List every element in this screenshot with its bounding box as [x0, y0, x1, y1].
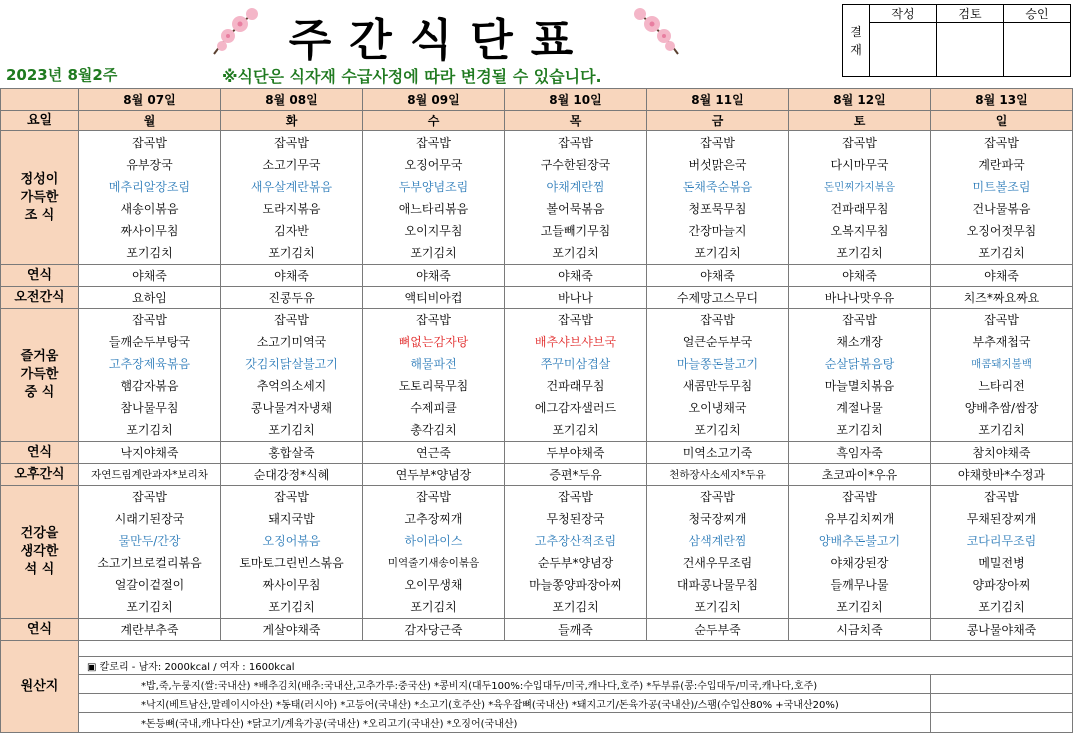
- menu-item: 버섯맑은국: [688, 157, 747, 172]
- menu-item: 순두부*양념장: [537, 556, 614, 570]
- breakfast-row: [1, 131, 1073, 265]
- menu-item: 잡곡밥: [132, 313, 167, 327]
- menu-item: 양파장아찌: [972, 578, 1031, 592]
- lunch-menu-cell: [505, 309, 647, 442]
- dow-cell: 일: [931, 111, 1073, 131]
- approval-col-review: 검토: [937, 5, 1004, 23]
- approval-side-label: 결 재: [843, 5, 870, 77]
- menu-item: 얼갈이겉절이: [114, 578, 185, 592]
- title-area: [0, 0, 840, 66]
- menu-item: 잡곡밥: [984, 135, 1019, 150]
- menu-item: 도라지볶음: [262, 201, 321, 216]
- menu-item: 고추장제육볶음: [108, 357, 191, 371]
- menu-item: 오징어볶음: [262, 534, 321, 548]
- menu-item: 포기김치: [694, 245, 741, 260]
- dow-cell: 금: [647, 111, 789, 131]
- origin-row-1: [1, 675, 1073, 694]
- menu-item: 느타리전: [978, 379, 1025, 393]
- menu-item: 포기김치: [694, 423, 741, 437]
- menu-item: 얼큰순두부국: [682, 335, 753, 349]
- menu-item: 마늘멸치볶음: [824, 379, 895, 393]
- menu-item: 무채된장찌개: [966, 512, 1037, 526]
- origin-empty-1: [931, 675, 1073, 694]
- menu-item: 잡곡밥: [274, 135, 309, 150]
- lunch-label-text: 즐거움 가득한 중 식: [20, 349, 59, 400]
- dow-cell: 수: [363, 111, 505, 131]
- menu-item: 잡곡밥: [984, 490, 1019, 504]
- menu-item: 포기김치: [836, 600, 883, 614]
- menu-item: 메밀전병: [978, 556, 1025, 570]
- pm-snack-row: [1, 464, 1073, 486]
- date-row: [1, 89, 1073, 111]
- menu-item: 고추장산적조림: [534, 534, 617, 548]
- breakfast-menu-cell: [789, 131, 931, 265]
- menu-item: 돼지국밥: [268, 512, 315, 526]
- menu-item: 볼어묵볶음: [546, 201, 605, 216]
- breakfast-menu-cell: [363, 131, 505, 265]
- menu-item: 포기김치: [268, 423, 315, 437]
- menu-item: 시래기된장국: [114, 512, 185, 526]
- menu-item: 유부장국: [126, 157, 173, 172]
- date-cell: 8월 11일: [647, 89, 789, 111]
- menu-item: 소고기브로컬리볶음: [97, 556, 202, 570]
- am-snack-cell: 바나나맛우유: [789, 287, 931, 309]
- menu-item: 소고기미역국: [256, 335, 327, 349]
- menu-item: 포기김치: [126, 423, 173, 437]
- porridge-cell: 연근죽: [363, 442, 505, 464]
- menu-item: 잡곡밥: [416, 135, 451, 150]
- menu-item: 대파콩나물무침: [676, 578, 759, 592]
- date-cell: 8월 08일: [221, 89, 363, 111]
- porridge-cell: 야채죽: [505, 265, 647, 287]
- menu-item: 마늘쫑돈불고기: [676, 357, 759, 371]
- menu-item: 유부김치찌개: [824, 512, 895, 526]
- dinner-menu-cell: [79, 486, 221, 619]
- menu-item: 짜사이무침: [262, 578, 321, 592]
- porridge-cell: 낙지야채죽: [79, 442, 221, 464]
- menu-item: 계란파국: [978, 157, 1025, 172]
- origin-spacer-row: [1, 641, 1073, 657]
- menu-item: 양배추돈불고기: [818, 534, 901, 548]
- porridge-label-3: 연식: [1, 619, 79, 641]
- notice-text: ※식단은 식자재 수급사정에 따라 변경될 수 있습니다.: [222, 67, 602, 86]
- menu-item: 마늘쫑양파장아찌: [529, 578, 622, 592]
- menu-item: 해물파전: [410, 357, 457, 371]
- dinner-menu-cell: [221, 486, 363, 619]
- porridge-cell: 야채죽: [789, 265, 931, 287]
- cherry-blossom-icon: [210, 2, 270, 58]
- porridge-cell: 야채죽: [647, 265, 789, 287]
- lunch-menu-cell: [221, 309, 363, 442]
- approval-sign-write[interactable]: [870, 23, 937, 77]
- menu-item: 오이무생채: [404, 578, 463, 592]
- menu-item: 배추샤브샤브국: [534, 335, 617, 349]
- origin-line-3: *돈등뼈(국내,캐나다산) *닭고기/계육가공(국내산) *오리고기(국내산) *오징어(국내산): [79, 713, 931, 733]
- menu-item: 물만두/간장: [118, 534, 181, 548]
- date-cell: 8월 07일: [79, 89, 221, 111]
- menu-item: 짜사이무침: [120, 223, 179, 238]
- menu-item: 햄감자볶음: [120, 379, 179, 393]
- porridge-cell: 두부야채죽: [505, 442, 647, 464]
- approval-sign-review[interactable]: [937, 23, 1004, 77]
- menu-item: 잡곡밥: [274, 313, 309, 327]
- menu-item: 잡곡밥: [558, 490, 593, 504]
- menu-item: 포기김치: [694, 600, 741, 614]
- menu-item: 건새우무조림: [682, 556, 753, 570]
- porridge-cell: 야채죽: [931, 265, 1073, 287]
- menu-item: 순살닭볶음탕: [824, 357, 895, 371]
- origin-line-2: *낙지(베트남산,말레이시아산) *동태(러시아) *고등어(국내산) *소고기(호주산) *육우잡뼈(국내산) *돼지고기/돈육가공(국내산)/스팸(수입산80% +국내산20%): [79, 694, 931, 713]
- menu-item: 청국장찌개: [688, 512, 747, 526]
- breakfast-label-text: 정성이 가득한 조 식: [20, 171, 59, 223]
- menu-item: 들깨순두부탕국: [108, 335, 191, 349]
- approval-col-approve: 승인: [1004, 5, 1071, 23]
- menu-item: 포기김치: [552, 423, 599, 437]
- menu-item: 잡곡밥: [558, 313, 593, 327]
- menu-item: 콩나물겨자냉채: [250, 401, 333, 415]
- porridge-cell: 감자당근죽: [363, 619, 505, 641]
- lunch-row: [1, 309, 1073, 442]
- menu-item: 오이지무침: [404, 223, 463, 238]
- page-title: 주간식단표: [288, 15, 592, 66]
- menu-item: 무청된장국: [546, 512, 605, 526]
- am-snack-row: [1, 287, 1073, 309]
- menu-item: 포기김치: [978, 245, 1025, 260]
- porridge-cell: 미역소고기죽: [647, 442, 789, 464]
- porridge-label-1: 연식: [1, 265, 79, 287]
- porridge-row-3: [1, 619, 1073, 641]
- week-label: 2023년 8월2주: [6, 66, 118, 84]
- menu-item: 포기김치: [410, 245, 457, 260]
- menu-item: 오징어젓무침: [966, 223, 1037, 238]
- porridge-cell: 홍합살죽: [221, 442, 363, 464]
- dow-cell: 목: [505, 111, 647, 131]
- am-snack-cell: 액티비아컵: [363, 287, 505, 309]
- menu-item: 돈채죽순볶음: [682, 179, 753, 194]
- menu-item: 양배추쌈/쌈장: [964, 401, 1039, 415]
- am-snack-cell: 치즈*짜요짜요: [931, 287, 1073, 309]
- am-snack-cell: 바나나: [505, 287, 647, 309]
- menu-item: 포기김치: [126, 245, 173, 260]
- menu-item: 두부양념조림: [398, 179, 469, 194]
- origin-row-3: [1, 713, 1073, 733]
- am-snack-cell: 진콩두유: [221, 287, 363, 309]
- calorie-row: [1, 657, 1073, 675]
- dinner-menu-cell: [505, 486, 647, 619]
- breakfast-menu-cell: [647, 131, 789, 265]
- menu-item: 하이라이스: [404, 534, 463, 548]
- menu-item: 잡곡밥: [132, 490, 167, 504]
- porridge-cell: 순두부죽: [647, 619, 789, 641]
- origin-row-2: [1, 694, 1073, 713]
- dow-cell: 화: [221, 111, 363, 131]
- menu-item: 추억의소세지: [256, 379, 327, 393]
- date-cell: 8월 10일: [505, 89, 647, 111]
- menu-item: 건나물볶음: [972, 201, 1031, 216]
- menu-item: 포기김치: [836, 423, 883, 437]
- am-snack-cell: 수제망고스무디: [647, 287, 789, 309]
- approval-col-write: 작성: [870, 5, 937, 23]
- menu-item: 포기김치: [836, 245, 883, 260]
- date-cell: 8월 13일: [931, 89, 1073, 111]
- menu-item: 새송이볶음: [120, 201, 179, 216]
- approval-sign-approve[interactable]: [1004, 23, 1071, 77]
- menu-item: 잡곡밥: [700, 490, 735, 504]
- menu-item: 수제피클: [410, 401, 457, 415]
- breakfast-menu-cell: [79, 131, 221, 265]
- calorie-text: ▣ 칼로리 - 남자: 2000kcal / 여자 : 1600kcal: [79, 657, 1073, 675]
- porridge-cell: 야채죽: [363, 265, 505, 287]
- menu-item: 간장마늘지: [688, 223, 747, 238]
- menu-item: 에그감자샐러드: [534, 401, 617, 415]
- dinner-menu-cell: [647, 486, 789, 619]
- pm-snack-cell: 증편*두유: [505, 464, 647, 486]
- menu-item: 잡곡밥: [558, 135, 593, 150]
- approval-box: [842, 4, 1071, 77]
- porridge-cell: 참치야채죽: [931, 442, 1073, 464]
- menu-item: 총각김치: [410, 423, 457, 437]
- cherry-blossom-icon: [622, 2, 682, 58]
- origin-line-1: *밥,죽,누룽지(쌀:국내산) *배추김치(배추:국내산,고추가루:중국산) *콩비지(대두100%:수입대두/미국,캐나다,호주) *두부류(콩:수입대두/미국,캐나다,호주): [79, 675, 931, 694]
- menu-item: 포기김치: [978, 600, 1025, 614]
- menu-item: 부추재첩국: [972, 335, 1031, 349]
- menu-item: 고들빼기무침: [540, 223, 611, 238]
- menu-item: 애느타리볶음: [398, 201, 469, 216]
- porridge-cell: 야채죽: [221, 265, 363, 287]
- dinner-row: [1, 486, 1073, 619]
- menu-item: 들깨무나물: [830, 578, 889, 592]
- date-cell: 8월 09일: [363, 89, 505, 111]
- menu-item: 갓김치닭살불고기: [245, 357, 338, 371]
- menu-item: 돈민찌가지볶음: [823, 180, 895, 193]
- menu-item: 매콤돼지불백: [971, 358, 1032, 370]
- am-snack-cell: 요하임: [79, 287, 221, 309]
- menu-item: 다시마무국: [830, 157, 889, 172]
- menu-item: 뼈없는감자탕: [398, 335, 469, 349]
- menu-item: 토마토그린빈스볶음: [239, 556, 344, 570]
- menu-item: 잡곡밥: [132, 135, 167, 150]
- dinner-menu-cell: [931, 486, 1073, 619]
- porridge-cell: 계란부추죽: [79, 619, 221, 641]
- menu-item: 포기김치: [552, 600, 599, 614]
- lunch-menu-cell: [647, 309, 789, 442]
- origin-label: 원산지: [1, 641, 79, 733]
- menu-item: 포기김치: [126, 600, 173, 614]
- menu-item: 도토리묵무침: [398, 379, 469, 393]
- dow-cell: 월: [79, 111, 221, 131]
- am-snack-label: 오전간식: [1, 287, 79, 309]
- porridge-cell: 들깨죽: [505, 619, 647, 641]
- menu-item: 포기김치: [552, 245, 599, 260]
- menu-item: 야채계란찜: [546, 179, 605, 194]
- pm-snack-cell: 초코파이*우유: [789, 464, 931, 486]
- menu-item: 잡곡밥: [700, 313, 735, 327]
- menu-item: 미역줄기새송이볶음: [387, 557, 480, 569]
- menu-item: 청포묵무침: [688, 201, 747, 216]
- lunch-menu-cell: [363, 309, 505, 442]
- breakfast-menu-cell: [221, 131, 363, 265]
- dinner-menu-cell: [789, 486, 931, 619]
- breakfast-menu-cell: [505, 131, 647, 265]
- pm-snack-cell: 순대강정*식혜: [221, 464, 363, 486]
- origin-empty-2: [931, 694, 1073, 713]
- corner-cell: [1, 89, 79, 111]
- pm-snack-label: 오후간식: [1, 464, 79, 486]
- menu-item: 잡곡밥: [842, 490, 877, 504]
- menu-item: 포기김치: [268, 600, 315, 614]
- origin-spacer: [79, 641, 1073, 657]
- porridge-cell: 콩나물야채죽: [931, 619, 1073, 641]
- menu-item: 미트볼조림: [972, 179, 1031, 194]
- menu-item: 소고기무국: [262, 157, 321, 172]
- menu-item: 잡곡밥: [842, 135, 877, 150]
- porridge-row-1: [1, 265, 1073, 287]
- menu-item: 쭈꾸미삼겹살: [540, 357, 611, 371]
- porridge-label-2: 연식: [1, 442, 79, 464]
- menu-item: 잡곡밥: [274, 490, 309, 504]
- dow-row: [1, 111, 1073, 131]
- menu-table: [0, 88, 1073, 733]
- porridge-cell: 게살야채죽: [221, 619, 363, 641]
- menu-item: 포기김치: [410, 600, 457, 614]
- menu-item: 새콤만두무침: [682, 379, 753, 393]
- menu-item: 김자반: [274, 223, 309, 238]
- menu-item: 계절나물: [836, 401, 883, 415]
- menu-item: 삼색계란찜: [688, 534, 747, 548]
- menu-item: 잡곡밥: [842, 313, 877, 327]
- menu-item: 건파래무침: [830, 201, 889, 216]
- menu-item: 채소개장: [836, 335, 883, 349]
- breakfast-label: [1, 131, 79, 265]
- menu-item: 오이냉채국: [688, 401, 747, 415]
- menu-item: 고추장찌개: [404, 512, 463, 526]
- porridge-cell: 야채죽: [79, 265, 221, 287]
- menu-item: 참나물무침: [120, 401, 179, 415]
- menu-item: 잡곡밥: [700, 135, 735, 150]
- pm-snack-cell: 야채핫바*수정과: [931, 464, 1073, 486]
- menu-item: 포기김치: [268, 245, 315, 260]
- dow-label: 요일: [1, 111, 79, 131]
- menu-item: 메추리알장조림: [108, 179, 191, 194]
- dinner-label: [1, 486, 79, 619]
- menu-item: 오징어무국: [404, 157, 463, 172]
- dinner-menu-cell: [363, 486, 505, 619]
- menu-item: 야채강된장: [830, 556, 889, 570]
- porridge-row-2: [1, 442, 1073, 464]
- menu-item: 새우살계란볶음: [250, 179, 333, 194]
- lunch-menu-cell: [789, 309, 931, 442]
- breakfast-menu-cell: [931, 131, 1073, 265]
- pm-snack-cell: 연두부*양념장: [363, 464, 505, 486]
- porridge-cell: 시금치죽: [789, 619, 931, 641]
- dinner-label-text: 건강을 생각한 석 식: [20, 526, 59, 577]
- menu-item: 코다리무조림: [966, 534, 1037, 548]
- menu-item: 잡곡밥: [984, 313, 1019, 327]
- pm-snack-cell: 천하장사소세지*두유: [647, 464, 789, 486]
- menu-item: 잡곡밥: [416, 490, 451, 504]
- menu-item: 포기김치: [978, 423, 1025, 437]
- menu-item: 구수한된장국: [540, 157, 611, 172]
- lunch-menu-cell: [931, 309, 1073, 442]
- lunch-menu-cell: [79, 309, 221, 442]
- porridge-cell: 흑임자죽: [789, 442, 931, 464]
- menu-item: 건파래무침: [546, 379, 605, 393]
- pm-snack-cell: 자연드림계란과자*보리차: [79, 464, 221, 486]
- lunch-label: [1, 309, 79, 442]
- menu-item: 오복지무침: [830, 223, 889, 238]
- menu-item: 잡곡밥: [416, 313, 451, 327]
- date-cell: 8월 12일: [789, 89, 931, 111]
- dow-cell: 토: [789, 111, 931, 131]
- origin-empty-3: [931, 713, 1073, 733]
